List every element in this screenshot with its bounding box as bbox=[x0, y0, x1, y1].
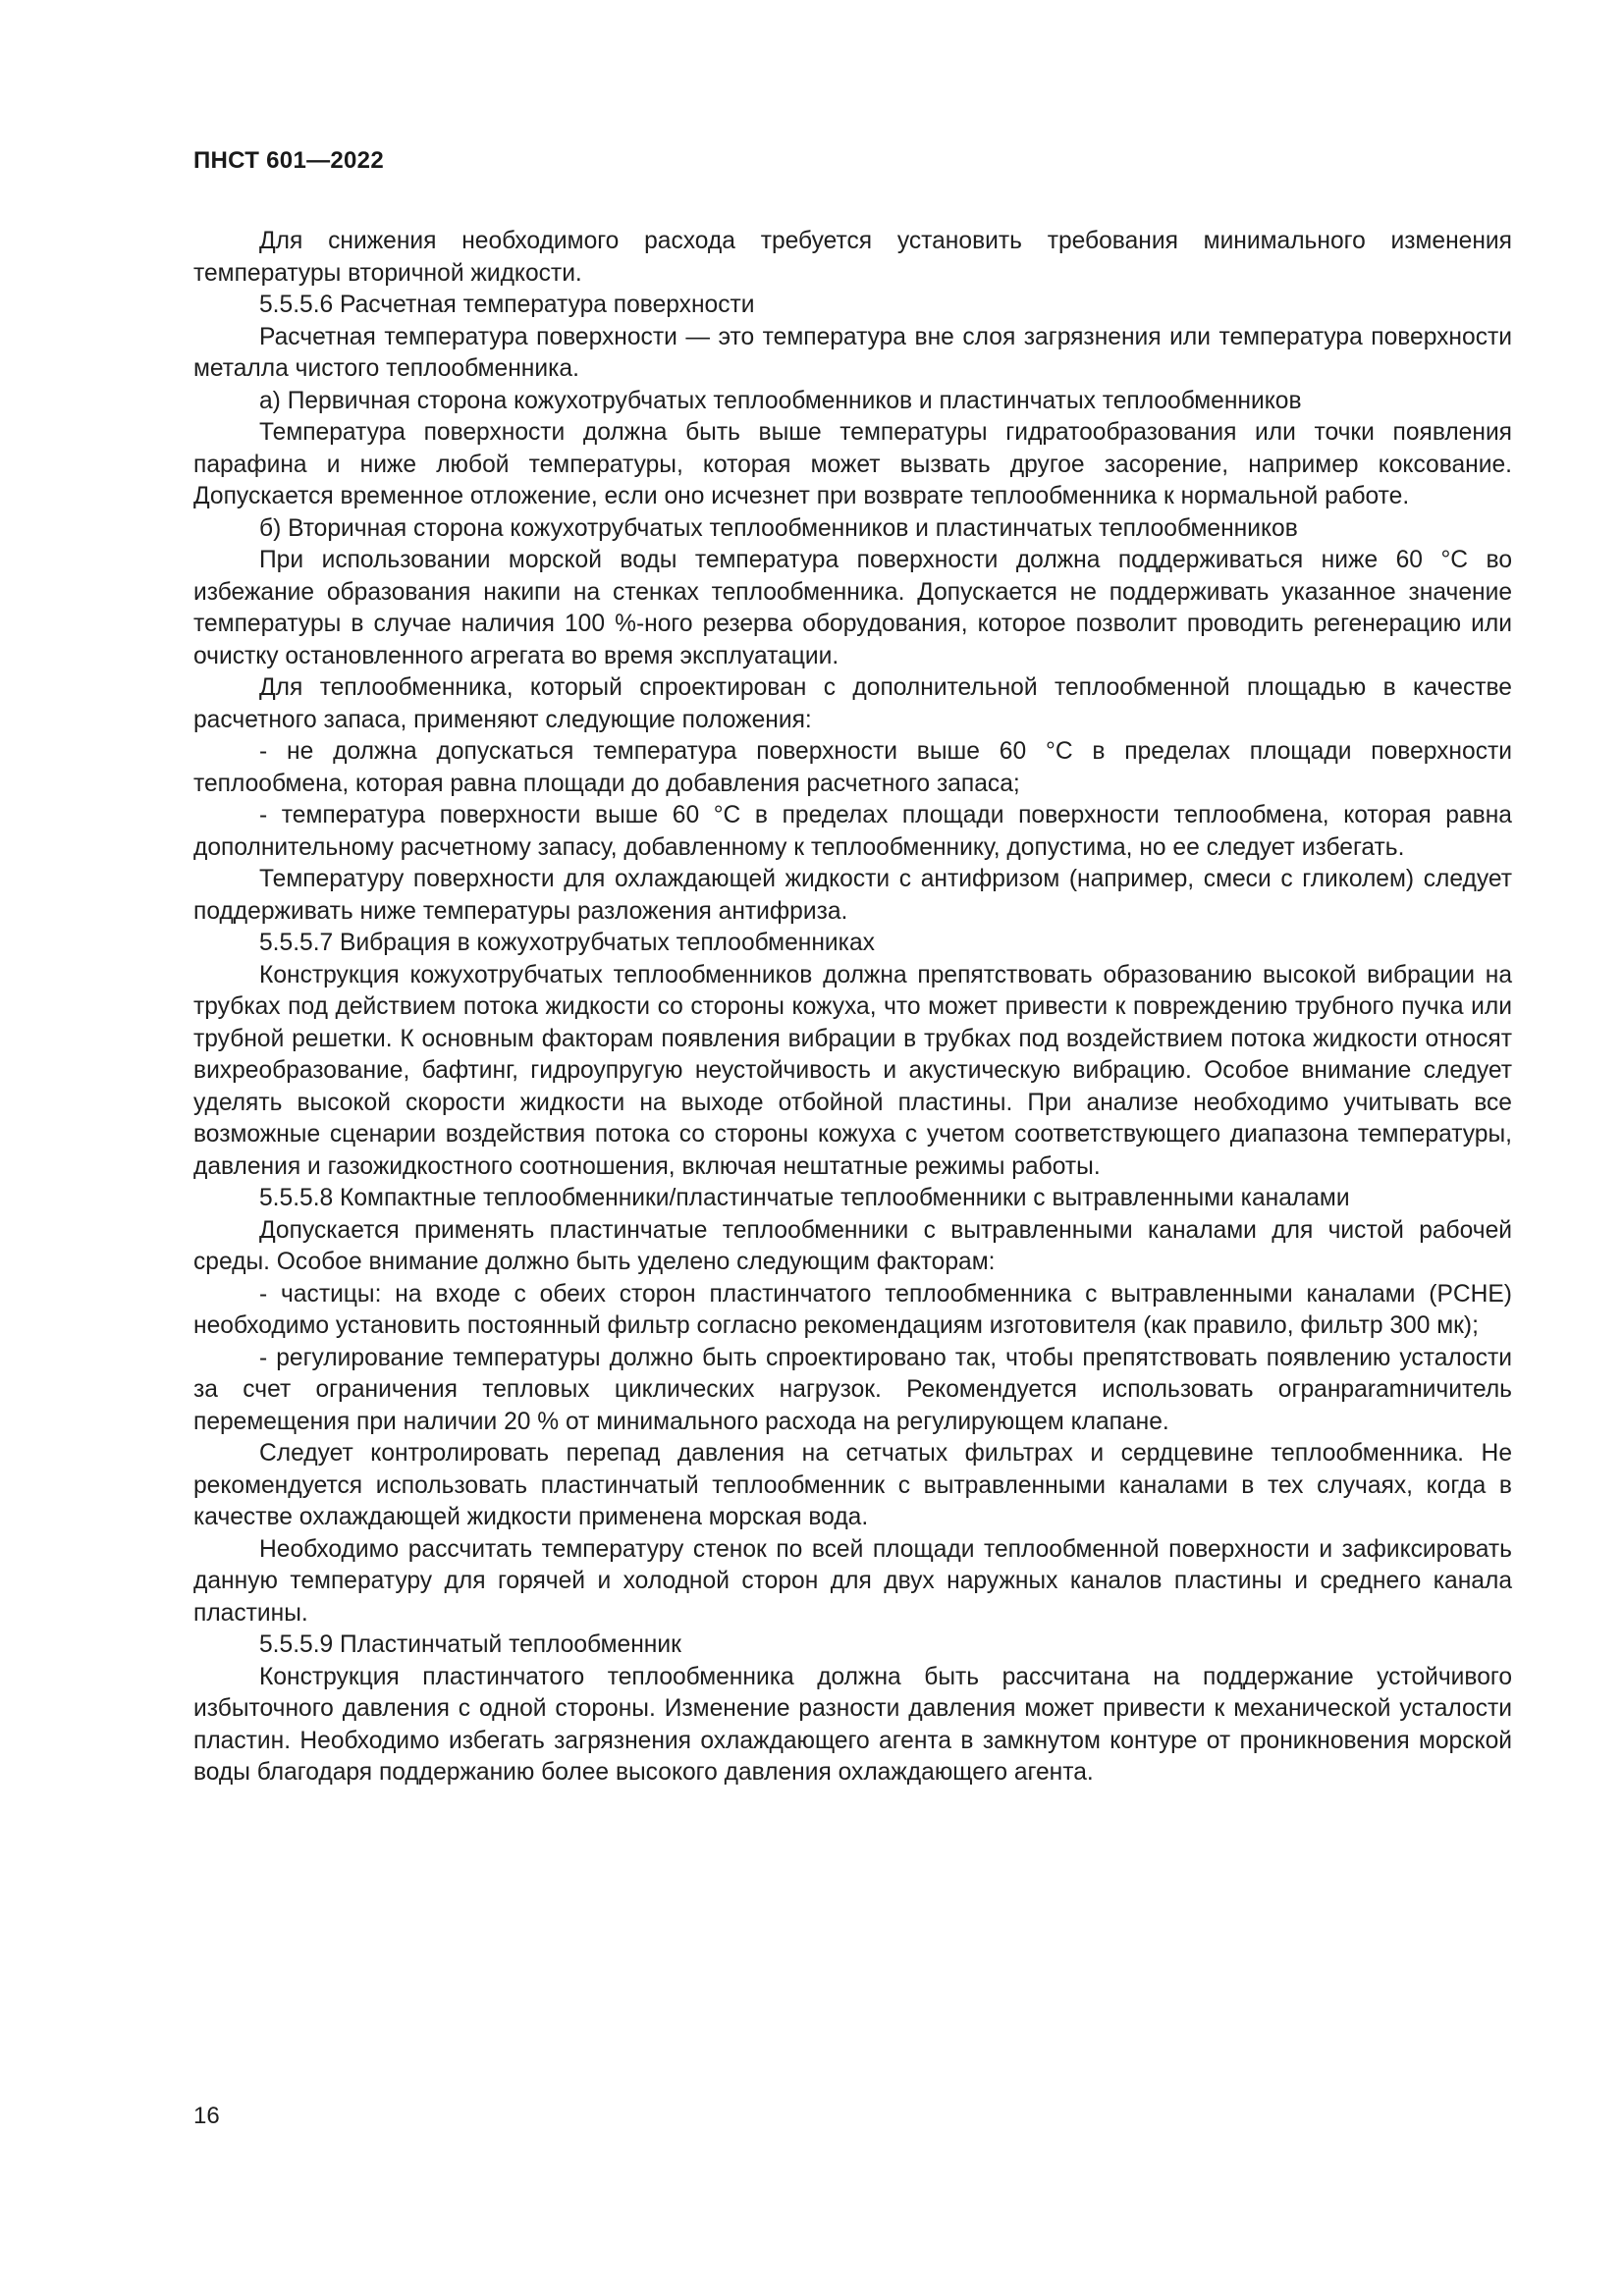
dash-list-item: - частицы: на входе с обеих сторон пластинчатого теплообменника с вытравленными каналами (PCHE) необходимо установить постоянный фильтр согласно рекомендациям изготовителя (как правило, фильтр 300 мк); bbox=[193, 1280, 1512, 1339]
list-item-a: а) Первичная сторона кожухотрубчатых теплообменников и пластинчатых теплообменников bbox=[259, 387, 1302, 414]
dash-list-item: - не должна допускаться температура поверхности выше 60 °С в пределах площади поверхности теплообмена, которая равна площади до добавления расчетного запаса; bbox=[193, 738, 1512, 797]
dash-list-item: - регулирование температуры должно быть спроектировано так, чтобы препятствовать появлению усталости за счет ограничения тепловых циклических нагрузок. Рекомендуется использовать огранparamничитель перемещения при наличии 20 % от минимального расхода на регулирующем клапане. bbox=[193, 1344, 1512, 1435]
dash-list-item: - температура поверхности выше 60 °С в пределах площади поверхности теплообмена, которая равна дополнительному расчетному запасу, добавленному к теплообменнику, допустима, но ее следует избегать. bbox=[193, 802, 1512, 861]
standard-id-header: ПНСТ 601—2022 bbox=[193, 147, 384, 174]
page-number: 16 bbox=[193, 2103, 220, 2129]
paragraph: Для теплообменника, который спроектирован с дополнительной теплообменной площадью в качестве расчетного запаса, применяют следующие положения: bbox=[193, 674, 1512, 733]
paragraph: Расчетная температура поверхности — это температура вне слоя загрязнения или температура поверхности металла чистого теплообменника. bbox=[193, 323, 1512, 382]
list-item-b: б) Вторичная сторона кожухотрубчатых теплообменников и пластинчатых теплообменников bbox=[259, 514, 1298, 542]
paragraph: Конструкция пластинчатого теплообменника должна быть рассчитана на поддержание устойчивого избыточного давления с одной стороны. Изменение разности давления может привести к механической усталости пластин. Необходимо избегать загрязнения охлаждающего агента в замкнутом контуре от проникновения морской воды благодаря поддержанию более высокого давления охлаждающего агента. bbox=[193, 1663, 1512, 1786]
paragraph: Для снижения необходимого расхода требуется установить требования минимального изменения температуры вторичной жидкости. bbox=[193, 228, 1512, 287]
section-heading-5-5-5-8: 5.5.5.8 Компактные теплообменники/пластинчатые теплообменники с вытравленными каналами bbox=[259, 1185, 1350, 1211]
body-text bbox=[193, 226, 1512, 1789]
paragraph: Допускается применять пластинчатые теплообменники с вытравленными каналами для чистой рабочей среды. Особое внимание должно быть уделено следующим факторам: bbox=[193, 1216, 1512, 1275]
section-heading-5-5-5-6: 5.5.5.6 Расчетная температура поверхности bbox=[259, 292, 755, 318]
paragraph: При использовании морской воды температура поверхности должна поддерживаться ниже 60 °С во избежание образования накипи на стенках теплообменника. Допускается не поддерживать указанное значение температуры в случае наличия 100 %-ного резерва оборудования, которое позволит проводить регенерацию или очистку остановленного агрегата во время эксплуатации. bbox=[193, 547, 1512, 669]
paragraph: Температуру поверхности для охлаждающей жидкости с антифризом (например, смеси с гликолем) следует поддерживать ниже температуры разложения антифриза. bbox=[193, 866, 1512, 925]
paragraph: Конструкция кожухотрубчатых теплообменников должна препятствовать образованию высокой вибрации на трубках под действием потока жидкости со стороны кожуха, что может привести к повреждению трубного пучка или трубной решетки. К основным факторам появления вибрации в трубках под воздействием потока жидкости относят вихреобразование, бафтинг, гидроупругую неустойчивость и акустическую вибрацию. Особое внимание следует уделять высокой скорости жидкости на выходе отбойной пластины. При анализе необходимо учитывать все возможные сценарии воздействия потока со стороны кожуха с учетом соответствующего диапазона температуры, давления и газожидкостного соотношения, включая нештатные режимы работы. bbox=[193, 961, 1512, 1180]
paragraph: Необходимо рассчитать температуру стенок по всей площади теплообменной поверхности и зафиксировать данную температуру для горячей и холодной сторон для двух наружных каналов пластины и среднего канала пластины. bbox=[193, 1535, 1512, 1627]
section-heading-5-5-5-9: 5.5.5.9 Пластинчатый теплообменник bbox=[259, 1631, 681, 1658]
section-heading-5-5-5-7: 5.5.5.7 Вибрация в кожухотрубчатых теплообменниках bbox=[259, 930, 875, 956]
paragraph: Температура поверхности должна быть выше температуры гидратообразования или точки появления парафина и ниже любой температуры, которая может вызвать другое засорение, например коксование. Допускается временное отложение, если оно исчезнет при возврате теплообменника к нормальной работе. bbox=[193, 419, 1512, 509]
paragraph: Следует контролировать перепад давления на сетчатых фильтрах и сердцевине теплообменника. Не рекомендуется использовать пластинчатый теплообменник с вытравленными каналами в тех случаях, когда в качестве охлаждающей жидкости применена морская вода. bbox=[193, 1440, 1512, 1530]
